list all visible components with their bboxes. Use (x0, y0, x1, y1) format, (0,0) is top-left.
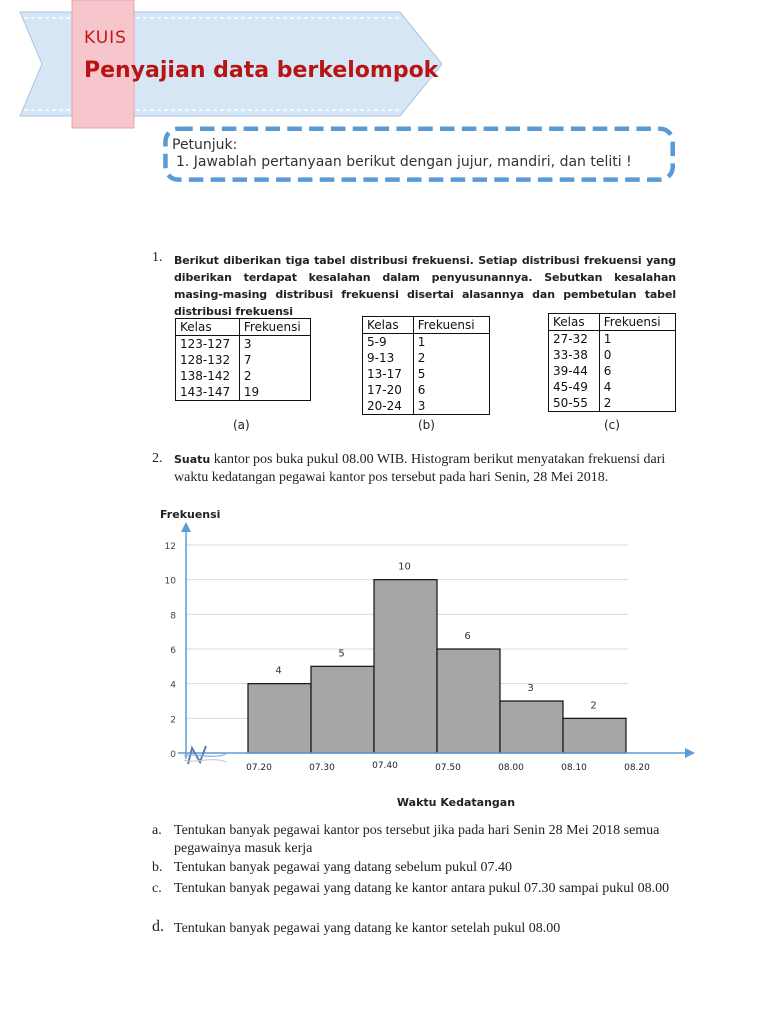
table-cell: 9-13 (363, 350, 414, 366)
x-tick-label: 08.00 (498, 763, 524, 773)
table-header: Kelas (363, 317, 414, 334)
subquestion-d-label: d. (152, 918, 164, 935)
question-2-number: 2. (152, 451, 163, 466)
table-cell: 143-147 (176, 384, 240, 401)
table-cell: 50-55 (549, 395, 600, 412)
table-cell: 128-132 (176, 352, 240, 368)
y-tick-label: 2 (170, 715, 176, 726)
instruction-item: 1. Jawablah pertanyaan berikut dengan jujur, mandiri, dan teliti ! (176, 154, 632, 170)
subquestion-b-label: b. (152, 860, 163, 875)
question-1-text: Berikut diberikan tiga tabel distribusi frekuensi. Setiap distribusi frekuensi yang diberikan terdapat kesalahan dalam penyusunannya. Sebutkan kesalahan masing-masing distribusi frekuensi disertai alasannya dan pembetulan tabel distribusi frekuensi (174, 254, 676, 318)
subquestion-a-text: Tentukan banyak pegawai kantor pos tersebut jika pada hari Senin 28 Mei 2018 semua pegawainya masuk kerja (174, 823, 660, 856)
table-caption-a: (a) (233, 418, 250, 432)
y-tick-label: 8 (170, 611, 176, 622)
table-cell: 4 (603, 380, 612, 394)
question-2-body: kantor pos buka pukul 08.00 WIB. Histogram berikut menyatakan frekuensi dari waktu kedatangan pegawai kantor pos tersebut pada hari Senin, 28 Mei 2018. (174, 452, 666, 485)
watermark-logo (182, 742, 228, 768)
table-cell: 17-20 (363, 382, 414, 398)
table-caption-b: (b) (418, 418, 435, 432)
subquestion-b-text: Tentukan banyak pegawai yang datang sebelum pukul 07.40 (174, 860, 513, 875)
x-tick-label: 07.20 (246, 763, 272, 773)
x-tick-label: 08.20 (624, 763, 650, 773)
quiz-label: KUIS (84, 28, 127, 48)
x-tick-label: 08.10 (561, 763, 587, 773)
frequency-table-b (362, 316, 490, 415)
subquestion-a-label: a. (152, 823, 162, 838)
histogram-bar (437, 649, 500, 753)
table-cell: 1 (603, 332, 612, 346)
table-cell: 0 (603, 348, 612, 362)
table-caption-c: (c) (604, 418, 620, 432)
table-header: Frekuensi (599, 314, 675, 331)
question-2-text (174, 451, 694, 487)
table-cell: 6 (417, 383, 426, 397)
table-cell: 5-9 (363, 334, 414, 351)
histogram-bars (248, 580, 626, 753)
instruction-heading: Petunjuk: (172, 137, 238, 153)
frequency-table-a (175, 318, 311, 401)
table-header: Frekuensi (239, 319, 310, 336)
table-cell: 2 (603, 396, 612, 410)
table-header: Kelas (176, 319, 240, 336)
table-cell: 2 (417, 351, 426, 365)
x-tick-label: 07.30 (309, 763, 335, 773)
subquestion-c-text: Tentukan banyak pegawai yang datang ke kantor antara pukul 07.30 sampai pukul 08.00 (174, 881, 670, 896)
x-tick-label: 07.50 (435, 763, 461, 773)
question-2-lead: Suatu (174, 453, 211, 466)
x-axis-title: Waktu Kedatangan (396, 796, 516, 809)
y-tick-label: 12 (164, 542, 176, 552)
table-cell: 3 (243, 337, 252, 351)
table-cell: 33-38 (549, 347, 600, 363)
histogram-bar (563, 718, 626, 753)
y-tick-label: 4 (170, 680, 176, 691)
table-cell: 6 (603, 364, 612, 378)
table-cell: 13-17 (363, 366, 414, 382)
table-cell: 19 (243, 385, 260, 399)
frequency-table-c (548, 313, 676, 412)
question-1-number: 1. (152, 250, 163, 265)
table-cell: 1 (417, 335, 426, 349)
bar-value-label: 4 (275, 665, 282, 677)
y-tick-label: 10 (164, 576, 176, 587)
table-cell: 138-142 (176, 368, 240, 384)
x-axis-arrow (685, 748, 695, 758)
y-axis-arrow (181, 522, 191, 532)
table-cell: 45-49 (549, 379, 600, 395)
histogram-bar (248, 684, 311, 753)
bar-value-label: 2 (590, 700, 597, 712)
table-cell: 123-127 (176, 336, 240, 353)
bar-value-label: 5 (338, 648, 345, 660)
subquestion-d-text: Tentukan banyak pegawai yang datang ke kantor setelah pukul 08.00 (174, 921, 561, 936)
table-cell: 2 (243, 369, 252, 383)
table-cell: 7 (243, 353, 252, 367)
arrival-time-histogram (150, 500, 700, 815)
histogram-bar (500, 701, 563, 753)
table-cell: 20-24 (363, 398, 414, 415)
histogram-bar (311, 666, 374, 753)
bar-value-label: 10 (398, 561, 411, 573)
y-axis-title: Frekuensi (160, 508, 221, 521)
bar-value-label: 3 (527, 683, 534, 694)
table-cell: 5 (417, 367, 426, 381)
subquestion-c-label: c. (152, 881, 162, 896)
histogram-bar (374, 580, 437, 753)
bar-value-label: 6 (464, 631, 471, 642)
table-cell: 39-44 (549, 363, 600, 379)
table-cell: 27-32 (549, 331, 600, 348)
y-tick-label: 0 (170, 750, 176, 760)
x-tick-label: 07.40 (372, 761, 398, 771)
y-tick-label: 6 (170, 646, 176, 656)
table-header: Kelas (549, 314, 600, 331)
table-header: Frekuensi (413, 317, 489, 334)
table-cell: 3 (417, 399, 426, 413)
page-title: Penyajian data berkelompok (84, 58, 439, 83)
